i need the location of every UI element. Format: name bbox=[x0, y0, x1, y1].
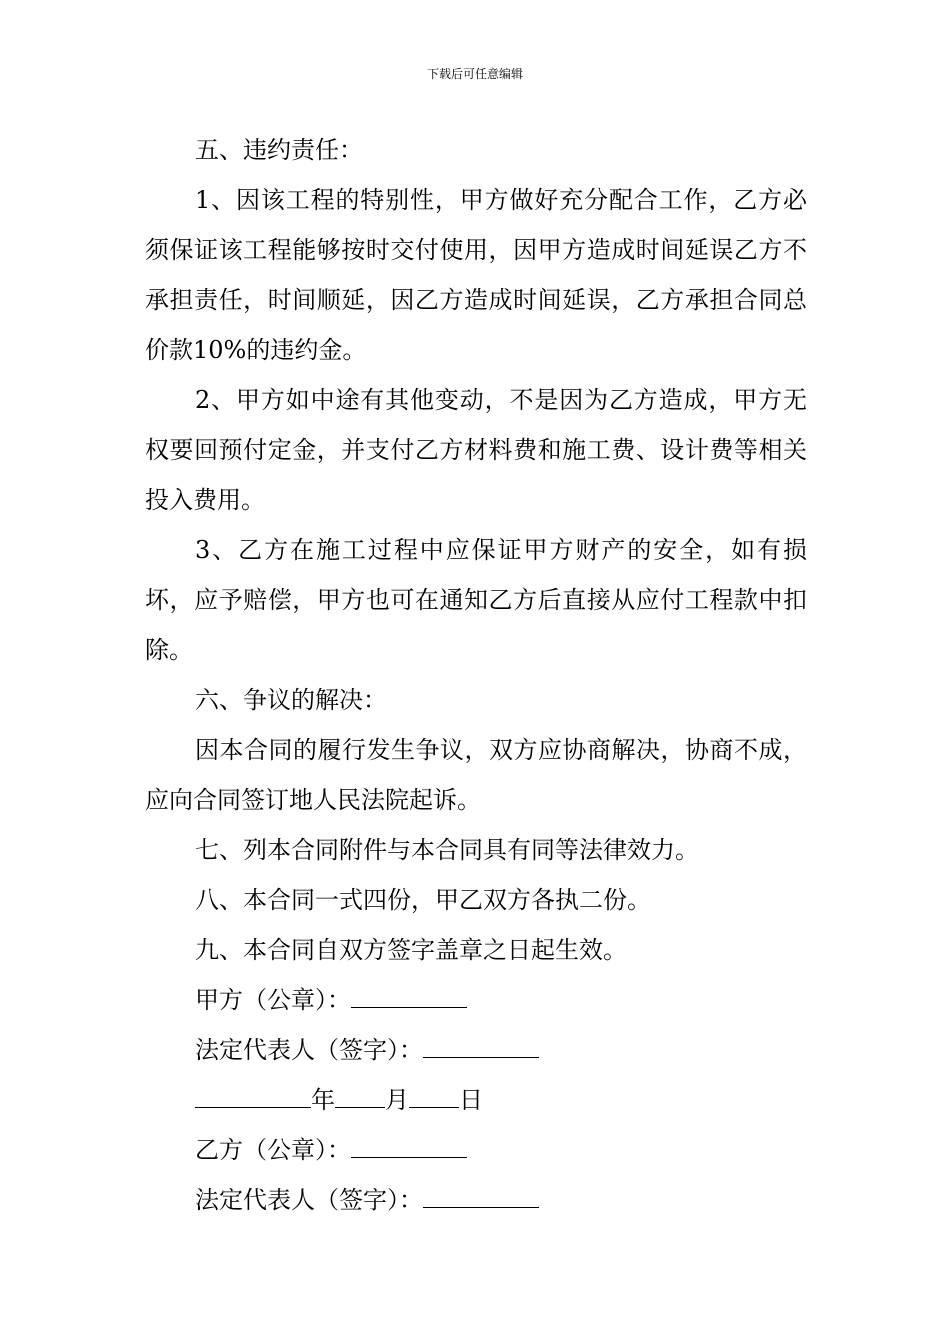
party-a-rep-blank bbox=[423, 1027, 539, 1058]
party-b-rep-line bbox=[145, 1175, 807, 1225]
party-b-rep-label: 法定代表人（签字）： bbox=[195, 1186, 423, 1214]
month-label: 月 bbox=[385, 1086, 409, 1114]
contract-body bbox=[145, 125, 807, 1225]
clause-2: 2、甲方如中途有其他变动，不是因为乙方造成，甲方无权要回预付定金，并支付乙方材料费和施工费、设计费等相关投入费用。 bbox=[145, 386, 807, 514]
dispute-text: 因本合同的履行发生争议，双方应协商解决，协商不成，应向合同签订地人民法院起诉。 bbox=[145, 736, 807, 814]
party-a-seal-label: 甲方（公章）： bbox=[195, 986, 351, 1014]
month-blank bbox=[335, 1077, 385, 1108]
year-label: 年 bbox=[311, 1086, 335, 1114]
dispute-heading: 六、争议的解决： bbox=[195, 686, 387, 714]
date-line bbox=[145, 1075, 807, 1125]
item-7: 七、列本合同附件与本合同具有同等法律效力。 bbox=[195, 836, 699, 864]
item-9: 九、本合同自双方签字盖章之日起生效。 bbox=[195, 936, 627, 964]
year-blank bbox=[195, 1077, 311, 1108]
party-a-rep-label: 法定代表人（签字）： bbox=[195, 1036, 423, 1064]
party-b-rep-blank bbox=[423, 1177, 539, 1208]
party-a-seal-blank bbox=[351, 977, 467, 1008]
breach-heading: 五、违约责任： bbox=[195, 136, 363, 164]
party-a-rep-line bbox=[145, 1025, 807, 1075]
header-note: 下载后可任意编辑 bbox=[426, 67, 523, 81]
party-b-seal-label: 乙方（公章）： bbox=[195, 1136, 351, 1164]
day-blank bbox=[409, 1077, 459, 1108]
clause-3: 3、乙方在施工过程中应保证甲方财产的安全，如有损坏，应予赔偿，甲方也可在通知乙方后直接从应付工程款中扣除。 bbox=[145, 536, 807, 664]
party-b-seal-blank bbox=[351, 1127, 467, 1158]
clause-1: 1、因该工程的特别性，甲方做好充分配合工作，乙方必须保证该工程能够按时交付使用，因甲方造成时间延误乙方不承担责任，时间顺延，因乙方造成时间延误，乙方承担合同总价款10%的违约金。 bbox=[145, 186, 807, 364]
item-8: 八、本合同一式四份，甲乙双方各执二份。 bbox=[195, 886, 651, 914]
party-b-seal-line bbox=[145, 1125, 807, 1175]
party-a-seal-line bbox=[145, 975, 807, 1025]
day-label: 日 bbox=[459, 1086, 483, 1114]
